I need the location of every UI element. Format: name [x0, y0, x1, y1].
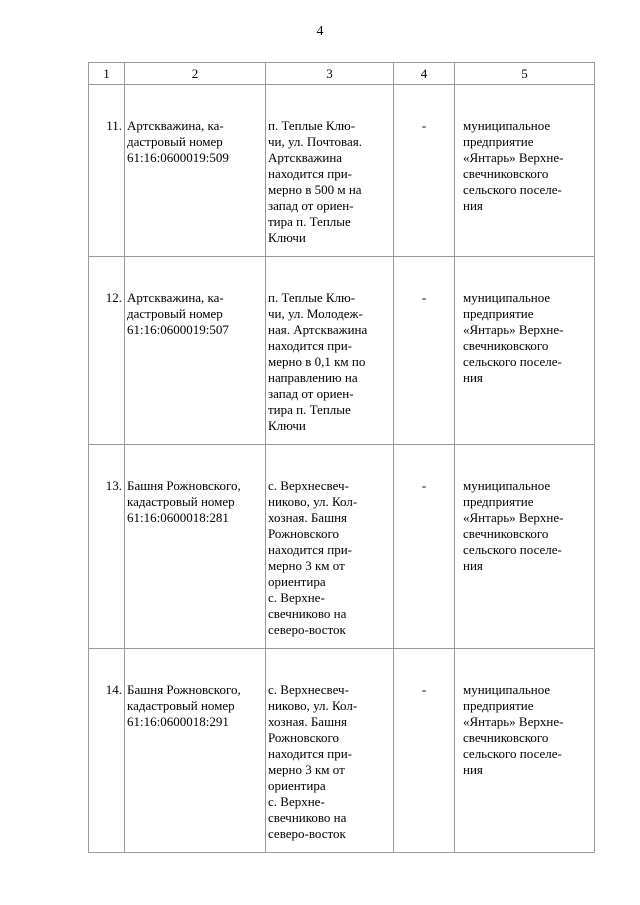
- page-number: 4: [316, 24, 324, 39]
- object-name: Башня Рожновского, кадастровый номер 61:16:0600018:281: [125, 445, 266, 649]
- table-row: [89, 649, 595, 853]
- column-header-2: 2: [125, 63, 266, 85]
- object-location: с. Верхнесвеч- никово, ул. Кол- хозная. Башня Рожновского находится при- мерно 3 км от ориентира с. Верхне- свечниково на северо-восток: [266, 445, 394, 649]
- object-name: Башня Рожновского, кадастровый номер 61:16:0600018:291: [125, 649, 266, 853]
- object-area: -: [394, 445, 455, 649]
- object-owner: муниципальное предприятие «Янтарь» Верхне- свечниковского сельского поселе- ния: [455, 445, 595, 649]
- object-name: Артскважина, ка- дастровый номер 61:16:0600019:509: [125, 85, 266, 257]
- table-header-row: [89, 63, 595, 85]
- column-header-3: 3: [266, 63, 394, 85]
- object-owner: муниципальное предприятие «Янтарь» Верхне- свечниковского сельского поселе- ния: [455, 85, 595, 257]
- registry-table: [88, 62, 595, 853]
- row-number: 11.: [89, 85, 125, 257]
- table-row: [89, 257, 595, 445]
- object-location: с. Верхнесвеч- никово, ул. Кол- хозная. Башня Рожновского находится при- мерно 3 км от ориентира с. Верхне- свечниково на северо-восток: [266, 649, 394, 853]
- table-row: [89, 445, 595, 649]
- object-location: п. Теплые Клю- чи, ул. Почтовая. Артскважина находится при- мерно в 500 м на запад от ориен- тира п. Теплые Ключи: [266, 85, 394, 257]
- object-owner: муниципальное предприятие «Янтарь» Верхне- свечниковского сельского поселе- ния: [455, 649, 595, 853]
- table-row: [89, 85, 595, 257]
- object-area: -: [394, 85, 455, 257]
- column-header-1: 1: [89, 63, 125, 85]
- column-header-5: 5: [455, 63, 595, 85]
- object-owner: муниципальное предприятие «Янтарь» Верхне- свечниковского сельского поселе- ния: [455, 257, 595, 445]
- row-number: 13.: [89, 445, 125, 649]
- column-header-4: 4: [394, 63, 455, 85]
- object-area: -: [394, 649, 455, 853]
- object-area: -: [394, 257, 455, 445]
- row-number: 12.: [89, 257, 125, 445]
- object-name: Артскважина, ка- дастровый номер 61:16:0600019:507: [125, 257, 266, 445]
- object-location: п. Теплые Клю- чи, ул. Молодеж- ная. Артскважина находится при- мерно в 0,1 км по направлению на запад от ориен- тира п. Теплые Ключи: [266, 257, 394, 445]
- row-number: 14.: [89, 649, 125, 853]
